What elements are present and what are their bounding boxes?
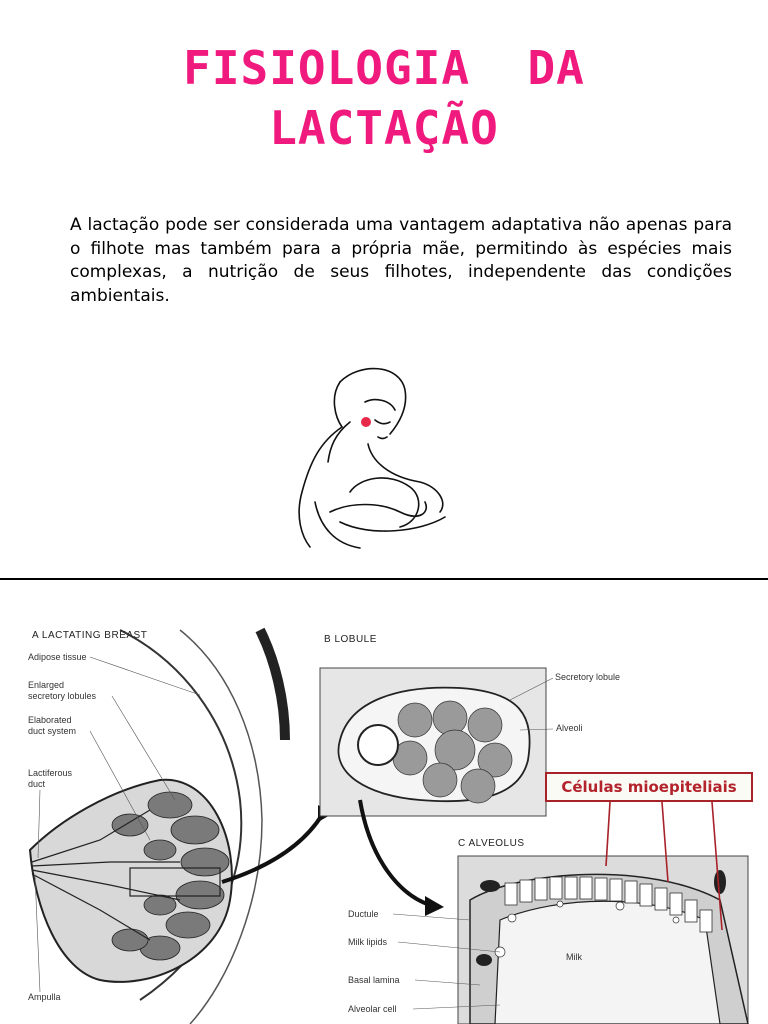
label-lactiferous: Lactiferous [28, 768, 73, 778]
label-alveoli: Alveoli [556, 723, 583, 733]
panel-b-header: B LOBULE [324, 634, 377, 645]
mioepitheial-cells-callout: Células mioepiteliais [545, 772, 753, 802]
label-secretory-lobules: secretory lobules [28, 691, 97, 701]
label-alveolar-cell: Alveolar cell [348, 1004, 397, 1014]
label-ampulla: Ampulla [28, 992, 61, 1002]
label-milk-lipids: Milk lipids [348, 937, 388, 947]
label-basal-lamina: Basal lamina [348, 975, 400, 985]
panel-a-header: A LACTATING BREAST [32, 630, 148, 641]
label-enlarged: Enlarged [28, 680, 65, 690]
label-duct-system: duct system [28, 726, 77, 736]
page-title [0, 38, 768, 158]
label-secretory-lobule: Secretory lobule [555, 672, 621, 682]
panel-c-alveolus [458, 856, 748, 1024]
label-duct: duct [28, 779, 46, 789]
label-elaborated: Elaborated [28, 715, 72, 725]
mother-nursing-illustration [280, 362, 470, 552]
label-milk: Milk [566, 952, 582, 962]
panel-a-breast [30, 630, 285, 1024]
label-ductule: Ductule [348, 909, 379, 919]
title-line-2: LACTAÇÃO [269, 101, 499, 155]
title-line-1: FISIOLOGIA DA [183, 41, 585, 95]
panel-c-header: C ALVEOLUS [458, 838, 525, 849]
label-adipose-tissue: Adipose tissue [28, 652, 87, 662]
panel-b-lobule [320, 668, 546, 816]
intro-paragraph: A lactação pode ser considerada uma vantagem adaptativa não apenas para o filhote mas também para a própria mãe, permitindo às espécies mais complexas, a nutrição de seus filhotes, independente das condições ambientais. [70, 215, 732, 306]
section-divider [0, 578, 768, 580]
lactation-anatomy-diagram [0, 600, 768, 1024]
